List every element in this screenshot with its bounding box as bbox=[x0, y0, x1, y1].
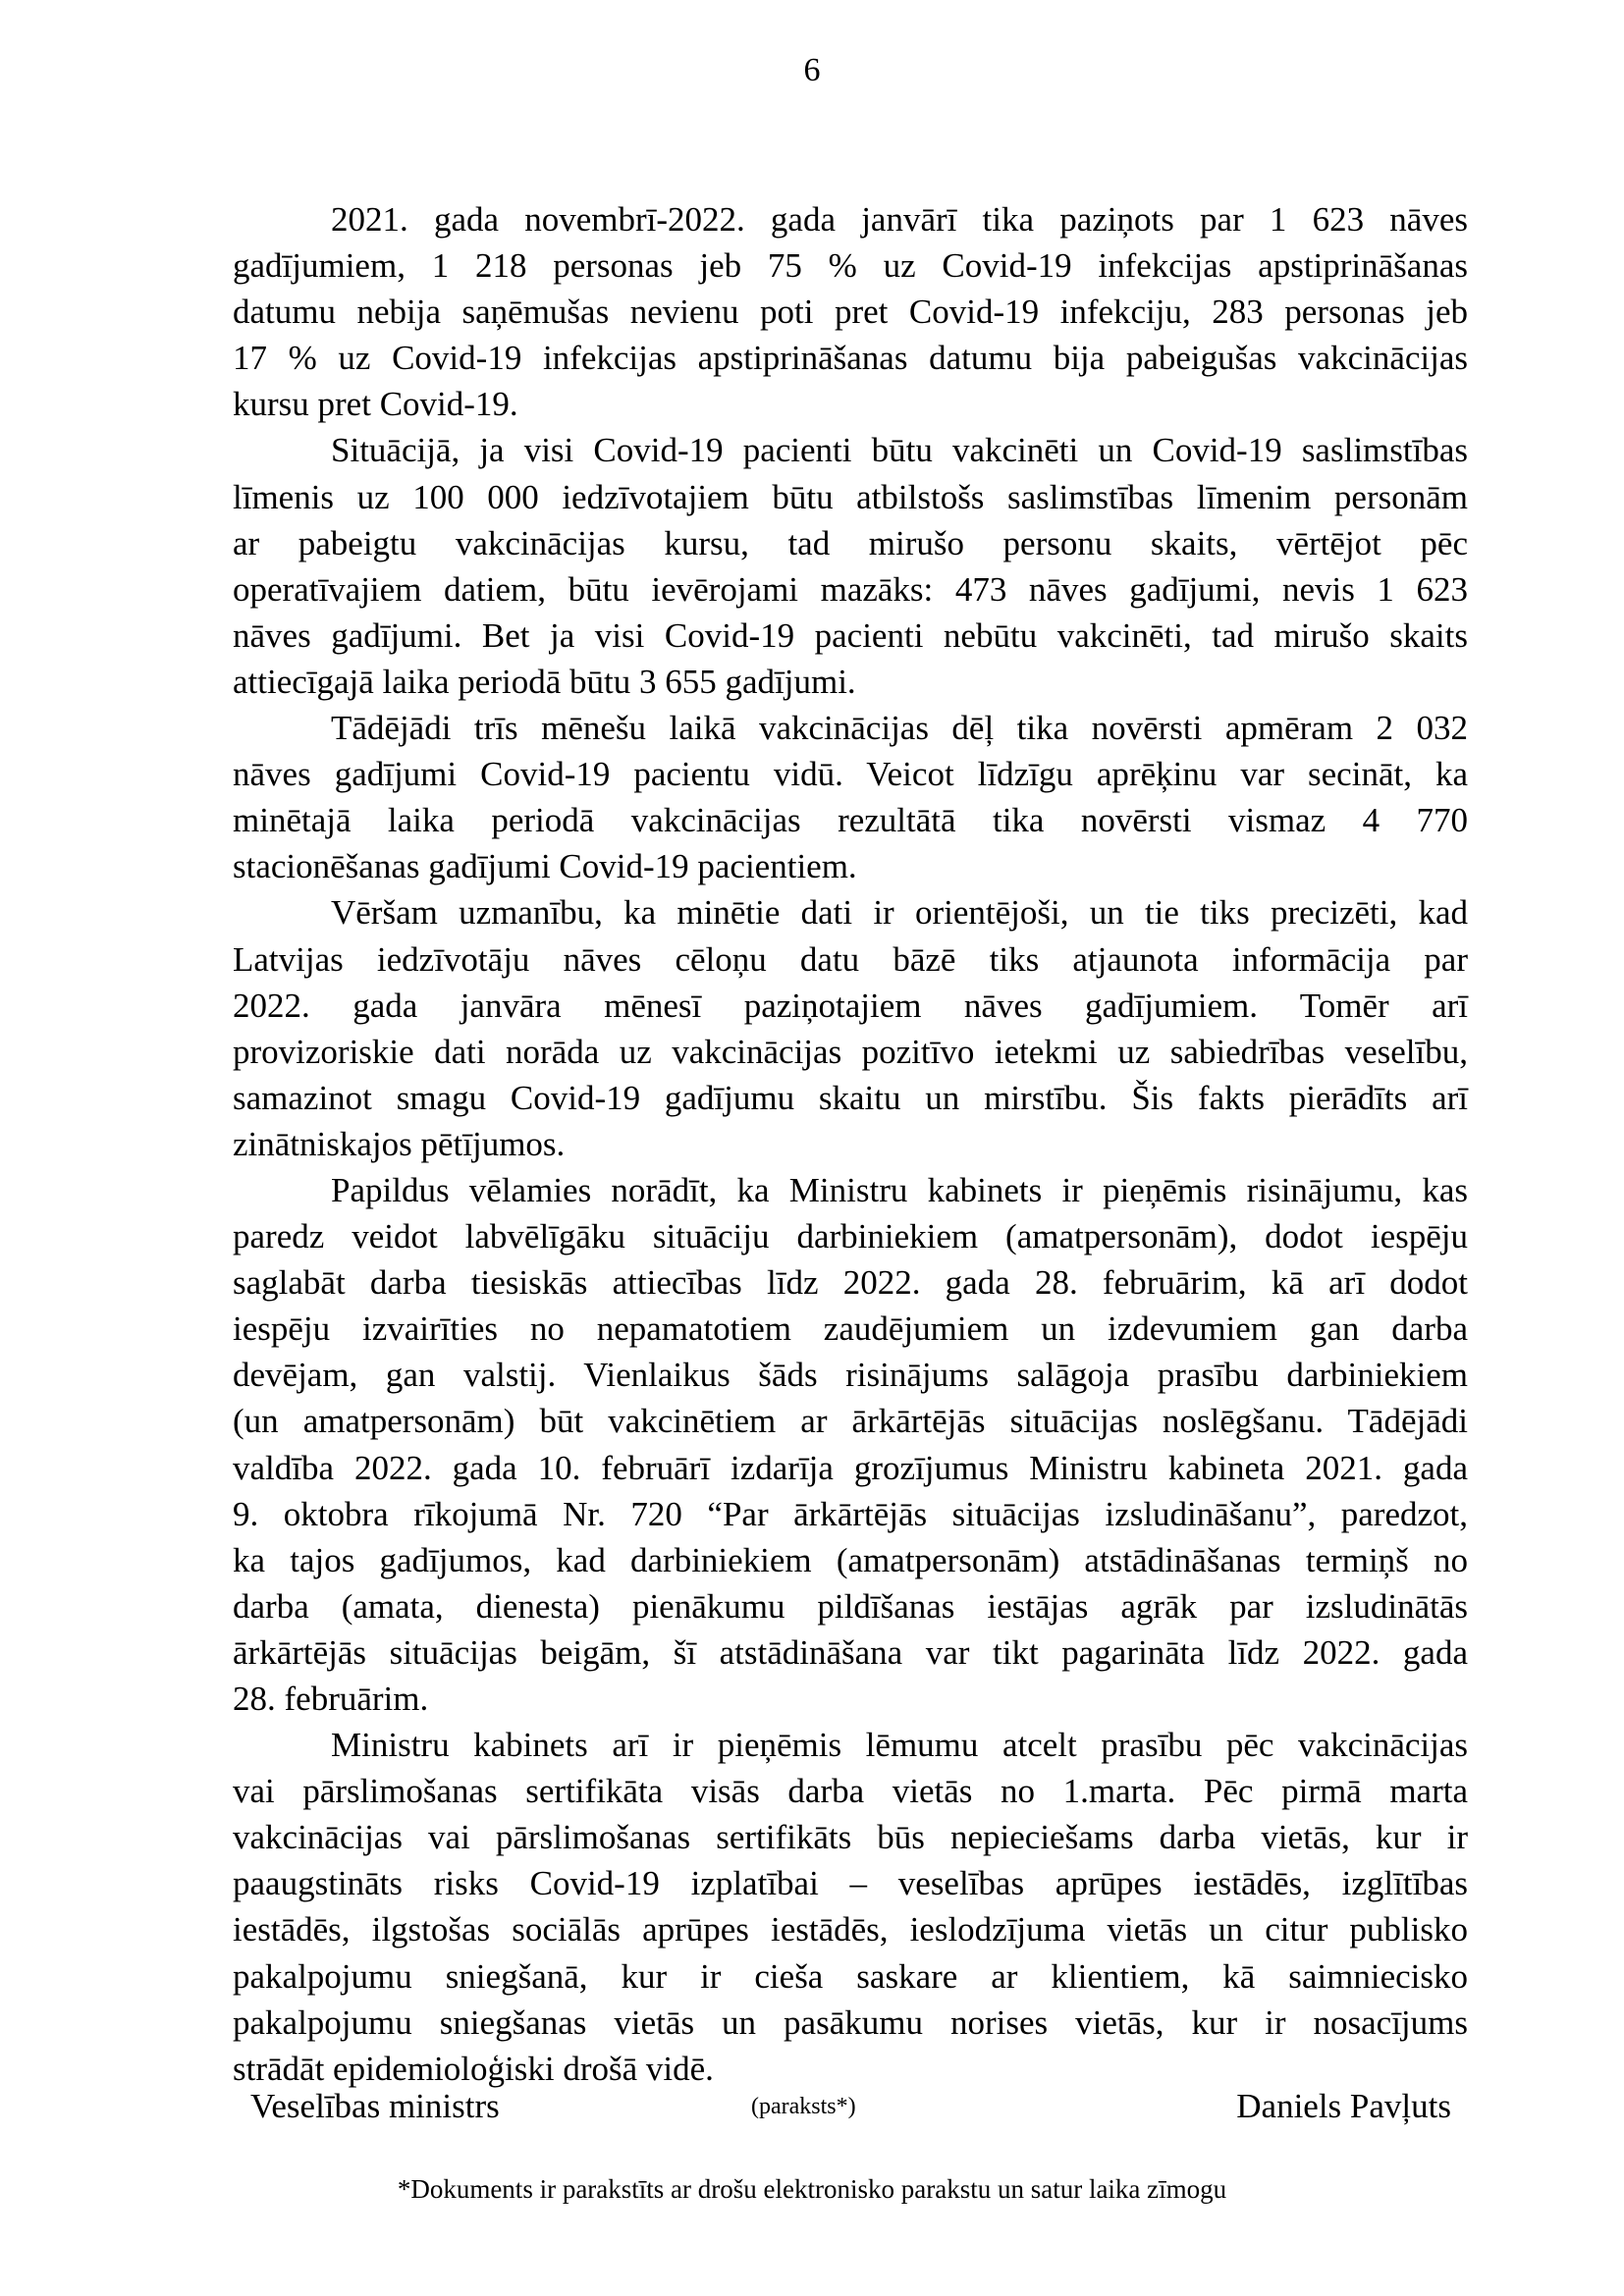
text-line: Papildus vēlamies norādīt, ka Ministru kabinets ir pieņēmis risinājumu, kas bbox=[331, 1170, 1468, 1209]
text-line: kursu pret Covid-19. bbox=[233, 385, 518, 424]
text-line: 2021. gada novembrī-2022. gada janvārī tika paziņots par 1 623 nāves bbox=[331, 200, 1468, 239]
paragraph bbox=[233, 196, 1468, 427]
text-line: ka tajos gadījumos, kad darbiniekiem (amatpersonām) atstādināšanas termiņš no bbox=[233, 1540, 1468, 1579]
text-line: darba (amata, dienesta) pienākumu pildīšanas iestājas agrāk par izsludinātās bbox=[233, 1586, 1468, 1626]
text-line: minētajā laika periodā vakcinācijas rezultātā tika novērsti vismaz 4 770 bbox=[233, 801, 1468, 840]
text-line: samazinot smagu Covid-19 gadījumu skaitu un mirstību. Šis fakts pierādīts arī bbox=[233, 1078, 1468, 1117]
text-line: Vēršam uzmanību, ka minētie dati ir orientējoši, un tie tiks precizēti, kad bbox=[331, 893, 1468, 933]
page-number: 6 bbox=[803, 52, 821, 88]
text-line: provizoriskie dati norāda uz vakcinācijas pozitīvo ietekmi uz sabiedrības veselību, bbox=[233, 1032, 1468, 1071]
signatory-name: Daniels Pavļuts bbox=[1236, 2087, 1451, 2125]
paragraph bbox=[233, 427, 1468, 705]
signature-mark: (paraksts*) bbox=[751, 2094, 856, 2119]
text-line: 28. februārim. bbox=[233, 1680, 429, 1718]
paragraph bbox=[233, 705, 1468, 889]
text-line: 2022. gada janvāra mēnesī paziņotajiem nāves gadījumiem. Tomēr arī bbox=[233, 986, 1468, 1025]
text-line: zinātniskajos pētījumos. bbox=[233, 1124, 566, 1163]
text-line: datumu nebija saņēmušas nevienu poti pret Covid-19 infekciju, 283 personas jeb bbox=[233, 293, 1468, 332]
text-line: 9. oktobra rīkojumā Nr. 720 “Par ārkārtējās situācijas izsludināšanu”, paredzot, bbox=[233, 1494, 1468, 1533]
text-line: pakalpojumu sniegšanas vietās un pasākumu norises vietās, kur ir nosacījums bbox=[233, 2002, 1468, 2042]
text-line: vakcinācijas vai pārslimošanas sertifikāts būs nepieciešams darba vietās, kur ir bbox=[233, 1818, 1468, 1857]
text-line: līmenis uz 100 000 iedzīvotajiem būtu atbilstošs saslimstības līmenim personām bbox=[233, 477, 1468, 516]
text-line: nāves gadījumi. Bet ja visi Covid-19 pacienti nebūtu vakcinēti, tad mirušo skaits bbox=[233, 615, 1468, 655]
signatory-title: Veselības ministrs bbox=[250, 2087, 500, 2125]
text-line: devējam, gan valstij. Vienlaikus šāds risinājums salāgoja prasību darbiniekiem bbox=[233, 1356, 1468, 1395]
text-line: iespēju izvairīties no nepamatotiem zaudējumiem un izdevumiem gan darba bbox=[233, 1309, 1468, 1349]
text-line: strādāt epidemioloģiski drošā vidē. bbox=[233, 2049, 714, 2088]
text-line: attiecīgajā laika periodā būtu 3 655 gadījumi. bbox=[233, 662, 856, 701]
text-line: stacionēšanas gadījumi Covid-19 pacientiem. bbox=[233, 847, 857, 886]
text-line: valdība 2022. gada 10. februārī izdarīja grozījumus Ministru kabineta 2021. gada bbox=[233, 1448, 1468, 1487]
text-line: (un amatpersonām) būt vakcinētiem ar ārkārtējās situācijas noslēgšanu. Tādējādi bbox=[233, 1402, 1468, 1441]
text-line: Ministru kabinets arī ir pieņēmis lēmumu atcelt prasību pēc vakcinācijas bbox=[331, 1726, 1468, 1765]
text-line: iestādēs, ilgstošas sociālās aprūpes iestādēs, ieslodzījuma vietās un citur publisko bbox=[233, 1910, 1468, 1949]
text-line: vai pārslimošanas sertifikāta visās darba vietās no 1.marta. Pēc pirmā marta bbox=[233, 1772, 1468, 1811]
text-line: ārkārtējās situācijas beigām, šī atstādināšana var tikt pagarināta līdz 2022. gada bbox=[233, 1632, 1468, 1672]
text-line: ar pabeigtu vakcinācijas kursu, tad mirušo personu skaits, vērtējot pēc bbox=[233, 523, 1468, 562]
text-line: operatīvajiem datiem, būtu ievērojami mazāks: 473 nāves gadījumi, nevis 1 623 bbox=[233, 569, 1468, 609]
text-line: nāves gadījumi Covid-19 pacientu vidū. Veicot līdzīgu aprēķinu var secināt, ka bbox=[233, 755, 1468, 794]
signature-block bbox=[0, 2085, 1624, 2128]
text-line: Situācijā, ja visi Covid-19 pacienti būtu vakcinēti un Covid-19 saslimstības bbox=[331, 431, 1468, 470]
text-line: Tādējādi trīs mēnešu laikā vakcinācijas dēļ tika novērsti apmēram 2 032 bbox=[331, 709, 1468, 748]
paragraph bbox=[233, 1167, 1468, 1722]
text-line: paredz veidot labvēlīgāku situāciju darbiniekiem (amatpersonām), dodot iespēju bbox=[233, 1217, 1468, 1256]
footnote: *Dokuments ir parakstīts ar drošu elektronisko parakstu un satur laika zīmogu bbox=[397, 2174, 1227, 2204]
body-text bbox=[233, 196, 1468, 2092]
paragraph bbox=[233, 1722, 1468, 2092]
text-line: 17 % uz Covid-19 infekcijas apstiprināšanas datumu bija pabeigušas vakcinācijas bbox=[233, 339, 1468, 378]
text-line: saglabāt darba tiesiskās attiecības līdz 2022. gada 28. februārim, kā arī dodot bbox=[233, 1263, 1468, 1303]
text-line: Latvijas iedzīvotāju nāves cēloņu datu bāzē tiks atjaunota informācija par bbox=[233, 939, 1468, 979]
text-line: paaugstināts risks Covid-19 izplatībai – veselības aprūpes iestādēs, izglītības bbox=[233, 1864, 1468, 1903]
paragraph bbox=[233, 889, 1468, 1167]
text-line: gadījumiem, 1 218 personas jeb 75 % uz Covid-19 infekcijas apstiprināšanas bbox=[233, 246, 1468, 286]
text-line: pakalpojumu sniegšanā, kur ir cieša saskare ar klientiem, kā saimniecisko bbox=[233, 1956, 1468, 1996]
